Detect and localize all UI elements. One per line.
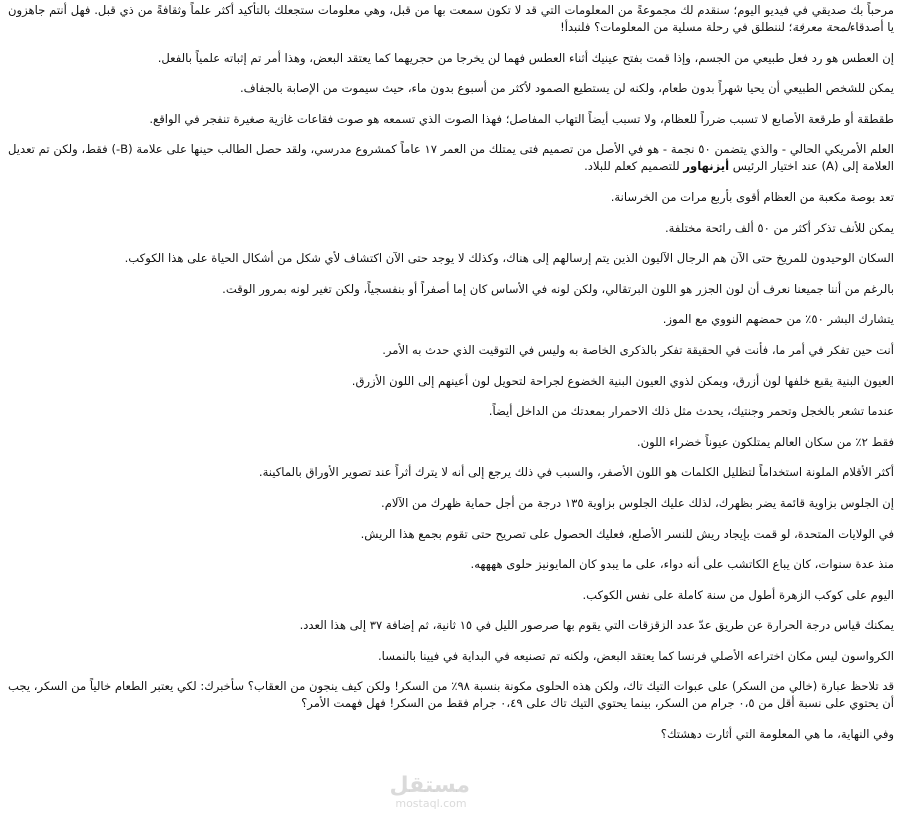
- paragraph-text: العيون البنية يقبع خلفها لون أزرق، ويمكن لذوي العيون البنية الخضوع لجراحة لتحويل لون أعينهم إلى اللون الأزرق.: [351, 373, 894, 388]
- paragraph: [8, 311, 894, 328]
- paragraph: [8, 648, 894, 665]
- paragraph: [8, 495, 894, 512]
- paragraph: [8, 587, 894, 604]
- paragraph-text: الكرواسون ليس مكان اختراعه الأصلي فرنسا كما يعتقد البعض، ولكنه تم تصنيعه في البداية في فيينا بالنمسا.: [377, 648, 894, 663]
- paragraph: [8, 2, 894, 36]
- paragraph: [8, 281, 894, 298]
- paragraph: [8, 556, 894, 573]
- paragraph: [8, 617, 894, 634]
- bold-text: أيزنهاور: [683, 159, 730, 174]
- paragraph-text: فقط ٢٪ من سكان العالم يمتلكون عيوناً خضراء اللون.: [636, 434, 894, 449]
- paragraph-text: عندما تشعر بالخجل وتحمر وجنتيك، يحدث مثل ذلك الاحمرار بمعدتك من الداخل أيضاً.: [488, 404, 894, 419]
- paragraph: [8, 464, 894, 481]
- paragraph-text: منذ عدة سنوات، كان يباع الكاتشب على أنه دواء، على ما يبدو كان المايونيز حلوى ههههه.: [470, 557, 894, 572]
- paragraph-text: أنت حين تفكر في أمر ما، فأنت في الحقيقة تفكر بالذكرى الخاصة به وليس في التوقيت الذي حدث به الأمر.: [382, 342, 894, 357]
- paragraph-text: أكثر الأقلام الملونة استخداماً لتظليل الكلمات هو اللون الأصفر، والسبب في ذلك يرجع إلى أنه لا يترك أثراً عند تصوير الأوراق بالماكينة.: [258, 465, 894, 480]
- paragraph: [8, 403, 894, 420]
- paragraph-text: إن العطس هو رد فعل طبيعي من الجسم، وإذا قمت بفتح عينيك أثناء العطس فهما لن يخرجا من حجريهما كما يعتقد البعض، وهذا أمر تم إثباته علمياً بالفعل.: [157, 50, 894, 65]
- paragraph: [8, 526, 894, 543]
- paragraph: [8, 50, 894, 67]
- paragraph: [8, 189, 894, 206]
- paragraph: [8, 141, 894, 175]
- paragraph-text: للتصميم كعلم للبلاد.: [584, 159, 684, 174]
- paragraph-text: في الولايات المتحدة، لو قمت بإيجاد ريش للنسر الأصلع، فعليك الحصول على تصريح حتى تقوم بجمع هذا الريش.: [360, 526, 894, 541]
- paragraph: [8, 726, 894, 743]
- paragraph-text: تعد بوصة مكعبة من العظام أقوى بأربع مرات من الخرسانة.: [610, 189, 894, 204]
- paragraph: [8, 342, 894, 359]
- paragraph: [8, 220, 894, 237]
- paragraph: [8, 678, 894, 712]
- paragraph-text: إن الجلوس بزاوية قائمة يضر بظهرك، لذلك عليك الجلوس بزاوية ١٣٥ درجة من أجل حماية ظهرك من الآلام.: [381, 495, 894, 510]
- paragraph-text: بالرغم من أننا جميعنا نعرف أن لون الجزر هو اللون البرتقالي، ولكن لونه في الأساس كان إما أصفراً أو بنفسجياً، ولكن تغير لونه بمرور الوقت.: [222, 281, 894, 296]
- paragraph-text: يمكن للشخص الطبيعي أن يحيا شهراً بدون طعام، ولكنه لن يستطيع الصمود لأكثر من أسبوع بدون ماء، حيث سيموت من الإصابة بالجفاف.: [239, 81, 894, 96]
- paragraph: [8, 373, 894, 390]
- paragraph-text: مرحباً بك صديقي في فيديو اليوم؛ سنقدم لك مجموعةً من المعلومات التي قد لا تكون سمعت بها من قبل، وهي معلومات ستجعلك بالتأكيد أكثر علماً وثقافةً من ذي قبل. فهل أنتم جاهزون يا أصدقاء: [8, 3, 894, 34]
- paragraph-text: يمكنك قياس درجة الحرارة عن طريق عدّ عدد الزقزقات التي يقوم بها صرصور الليل في ١٥ ثانية، ثم إضافة ٣٧ إلى هذا العدد.: [299, 618, 894, 633]
- watermark-logo-text: مستقل: [389, 773, 470, 798]
- paragraph: [8, 111, 894, 128]
- paragraph-text: طقطقة أو طرقعة الأصابع لا تسبب ضرراً للعظام، ولا تسبب أيضاً التهاب المفاصل؛ فهذا الصوت الذي تسمعه هو صوت فقاعات غازية صغيرة تنفجر في الواقع.: [149, 111, 894, 126]
- paragraph-text: وفي النهاية، ما هي المعلومة التي أثارت دهشتك؟: [660, 727, 894, 742]
- paragraph: [8, 80, 894, 97]
- paragraph-text: العلم الأمريكي الحالي - والذي يتضمن ٥٠ نجمة - هو في الأصل من تصميم فتى يمتلك من العمر ١٧ عاماً كمشروع مدرسي، ولقد حصل الطالب حينها على علامة (B-) فقط، ولكن تم تعديل العلامة إلى (A) عند اختيار الرئيس: [8, 142, 894, 174]
- paragraph-text: قد تلاحظ عبارة (خالي من السكر) على عبوات التيك تاك، ولكن هذه الحلوى مكونة بنسبة ٩٨٪ من السكر! ولكن كيف ينجون من العقاب؟ سأخبرك: لكي يعتبر الطعام خالياً من السكر، يجب أن يحتوي على نسبة أقل من ٠،٥ جرام من السكر، بينما يحتوي التيك تاك على ٠،٤٩ جرام فقط من السكر! فهل فهمت الأمر؟: [8, 679, 894, 711]
- paragraph-text: يتشارك البشر ٥٠٪ من حمضهم النووي مع الموز.: [662, 312, 894, 327]
- paragraph: [8, 250, 894, 267]
- paragraph-text: ؛ لننطلق في رحلة مسلية من المعلومات؟ فلنبدأ!: [560, 20, 793, 34]
- paragraph: [8, 434, 894, 451]
- italic-text: لمحة معرفة: [792, 20, 850, 34]
- paragraph-text: يمكن للأنف تذكر أكثر من ٥٠ ألف رائحة مختلفة.: [665, 220, 894, 235]
- paragraph-text: اليوم على كوكب الزهرة أطول من سنة كاملة على نفس الكوكب.: [582, 587, 894, 602]
- paragraph-text: السكان الوحيدون للمريخ حتى الآن هم الرجال الآليون الذين يتم إرسالهم إلى هناك، وكذلك لا يوجد حتى الآن اكتشاف لأي شكل من أشكال الحياة على هذا الكوكب.: [124, 251, 894, 266]
- watermark-domain: mostaql.com: [395, 797, 467, 810]
